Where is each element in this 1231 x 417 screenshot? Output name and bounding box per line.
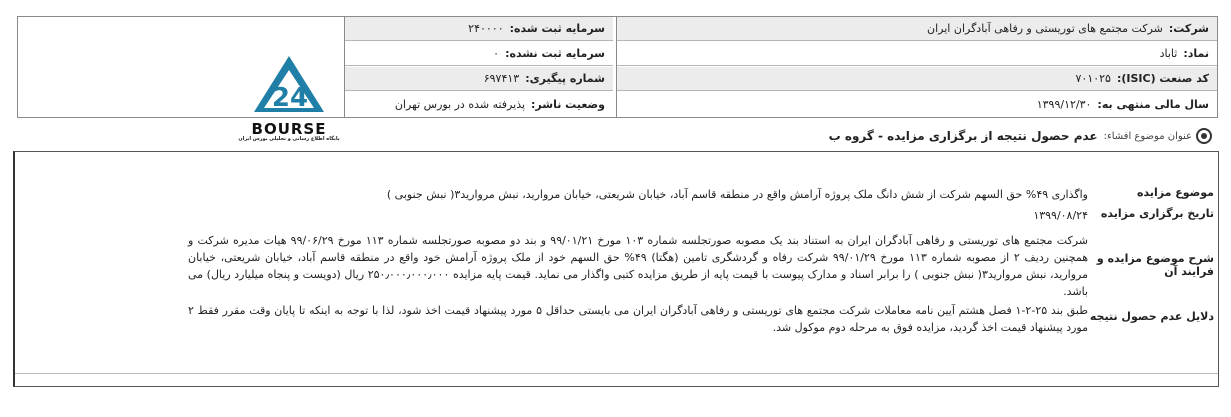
auction-subject-row [188,186,1218,203]
publisher-status-row [345,92,613,116]
company-row [617,17,1217,41]
auction-subject-value: واگذاری ۴۹% حق السهم شرکت از شش دانگ ملک پروژه آرامش واقع در منطقه قاسم آباد، خیابان شریعتی، خیابان مروارید، نبش مرواريد۳( نبش جنوبی ) [386,188,1088,201]
registered-capital-label: سرمایه ثبت شده: [509,22,605,35]
company-info-table [17,16,1218,118]
disclosure-title-label: عنوان موضوع افشاء: [1103,130,1192,142]
publisher-status-label: وضعیت ناشر: [531,97,605,111]
logo-subtitle: پایگاه اطلاع رسانی و تحلیلی بورس ایران [238,136,340,142]
symbol-label: نماد: [1183,47,1209,60]
tracking-number-value: ۶۹۷۴۱۳ [483,72,520,85]
disclosure-title-bar [17,124,1216,148]
fiscal-year-label: سال مالی منتهی به: [1097,97,1209,111]
auction-date-label: تاریخ برگزاری مزایده [1100,207,1214,220]
symbol-row [617,42,1217,66]
target-icon [1196,128,1212,144]
registered-capital-value: ۲۴۰۰۰۰ [468,22,504,35]
fiscal-year-row [617,92,1217,116]
tracking-number-label: شماره پیگیری: [525,72,605,85]
company-label: شرکت: [1168,22,1209,35]
isic-label: کد صنعت (ISIC): [1116,72,1209,85]
auction-date-row [188,207,1218,224]
tracking-number-row [345,67,613,91]
unregistered-capital-row [345,42,613,66]
disclosure-title: عدم حصول نتیجه از برگزاری مزایده - گروه ب [828,129,1098,143]
registered-capital-row [345,17,613,41]
panel-footer-divider [15,373,1218,386]
symbol-value: ثاباد [1159,47,1178,60]
failure-reasons-label: دلایل عدم حصول نتیجه [1089,310,1214,323]
auction-description-value: شرکت مجتمع های توریستی و رفاهی آبادگران ایران به استناد بند یک مصوبه صورتجلسه شماره ۱۰۳ مورخ ۹۹/۰۱/۲۱ و بند دو مصوبه صورتجلسه شماره ۱۱۳ مورخ ۹۹/۰۶/۲۹ هیات مدیره شرکت و همچنین ردیف ۲ از مصوبه شماره ۱۱۳ مورخ ۹۹/۰۱/۲۹ شرکت رفاه و گردشگری تامین (هگتا) ۴۹% حق السهم خود از ملک پروژه آرامش خود واقع در منطقه قاسم آباد، خیابان شریعتی، خیابان مروارید، نبش مرواريد۳( نبش جنوبی ) را برابر اسناد و مدارک پیوست با قیمت پایه از طریق مزایده کتبی واگذار می نماید. قیمت پایه مزایده ۲۵۰٫۰۰۰٫۰۰۰٫۰۰۰ ریال (دویست و پنجاه میلیارد ریال) می باشد. [188,234,1089,298]
unregistered-capital-value: ۰ [493,47,500,60]
company-value: شرکت مجتمع های توریستی و رفاهی آبادگران ایران [927,22,1163,35]
isic-value: ۷۰۱۰۲۵ [1075,72,1111,85]
auction-date-value: ۱۳۹۹/۰۸/۲۴ [1033,209,1088,222]
auction-description-row [188,232,1218,300]
isic-row [617,67,1217,91]
auction-subject-label: موضوع مزایده [1137,186,1214,199]
failure-reasons-value: طبق بند ۲۵-۲-۱ فصل هشتم آیین نامه معاملات شرکت مجتمع های توریستی و رفاهی آبادگران ایران می بایستی حداقل ۵ مورد پیشنهاد قیمت اخذ شود، لذا با توجه به اینکه تا پایان وقت مقرر فقط ۲ مورد پیشنهاد قیمت اخذ گردید، مزایده فوق به مرحله دوم موکول شد. [188,304,1088,334]
auction-description-label: شرح موضوع مزایده و فرایند آن [1096,252,1214,278]
fiscal-year-value: ۱۳۹۹/۱۲/۳۰ [1036,97,1092,111]
logo-text: BOURSE [251,120,327,138]
publisher-status-value: پذیرفته شده در بورس تهران [394,97,526,111]
auction-details-panel [13,151,1219,387]
svg-text:24: 24 [271,83,309,113]
unregistered-capital-label: سرمایه ثبت نشده: [505,47,605,60]
failure-reasons-row [188,302,1218,336]
